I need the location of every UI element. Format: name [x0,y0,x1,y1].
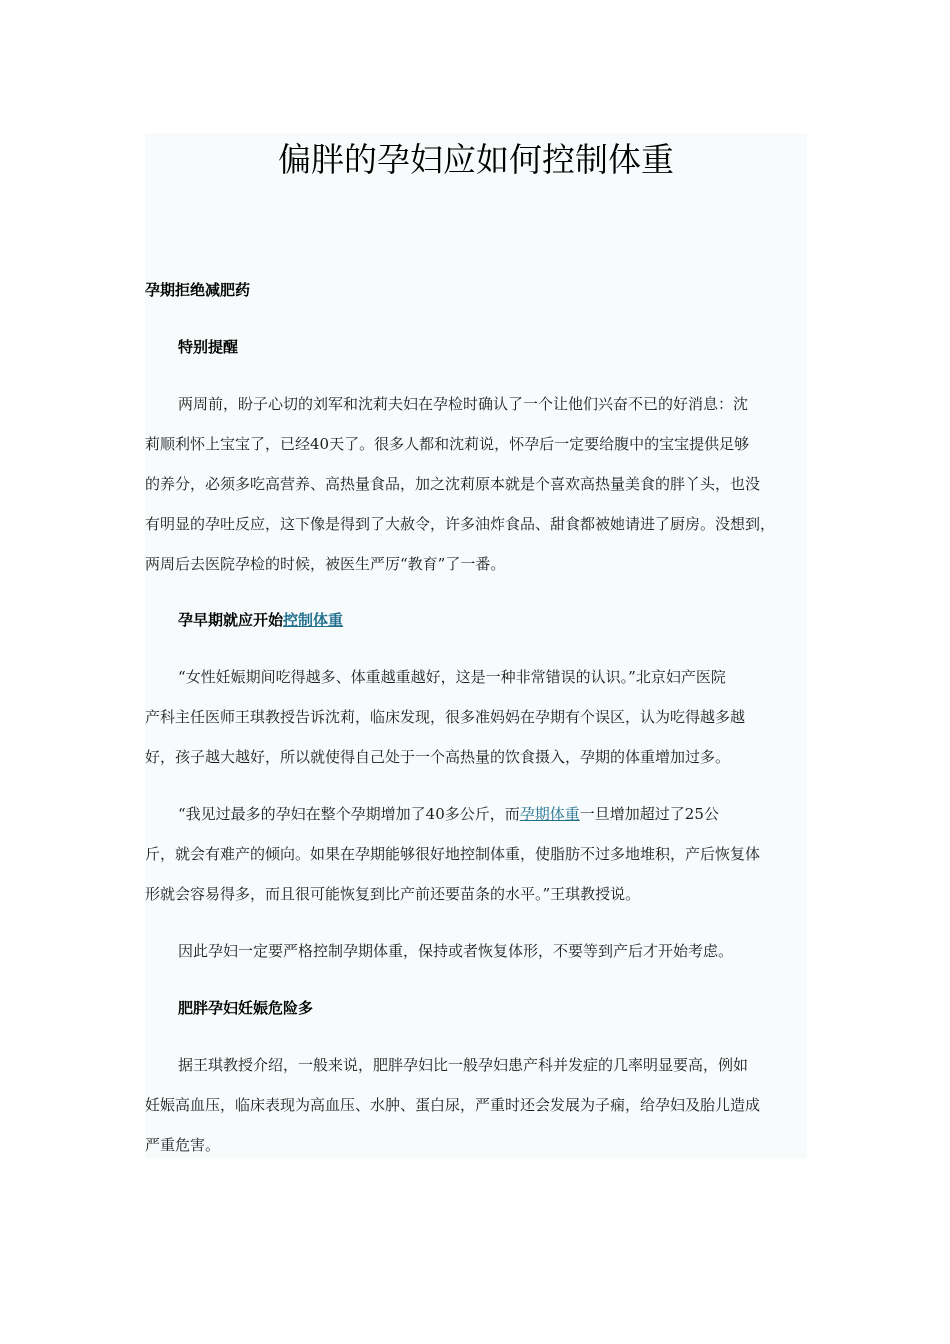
paragraph-line [145,794,820,834]
paragraph-line: 的养分，必须多吃高营养、高热量食品，加之沈莉原本就是个喜欢高热量美食的胖丫头，也没 [145,475,761,493]
section-heading-no-diet-pills: 孕期拒绝减肥药 [145,281,251,299]
weight-control-link[interactable]: 控制体重 [283,611,344,629]
section-heading-obesity-risk: 肥胖孕妇妊娠危险多 [178,999,314,1017]
paragraph-line: 莉顺利怀上宝宝了，已经40天了。很多人都和沈莉说，怀孕后一定要给腹中的宝宝提供足够 [145,435,750,453]
paragraph-line: 产科主任医师王琪教授告诉沈莉，临床发现，很多准妈妈在孕期有个误区，认为吃得越多越 [145,708,746,726]
paragraph-weight-gain [145,794,820,914]
paragraph-expert-quote [145,657,820,777]
paragraph-text: “我见过最多的孕妇在整个孕期增加了40多公斤，而 [178,805,520,823]
paragraph-line: 两周前，盼子心切的刘军和沈莉夫妇在孕检时确认了一个让他们兴奋不已的好消息：沈 [178,395,749,413]
paragraph-line: “女性妊娠期间吃得越多、体重越重越好，这是一种非常错误的认识。”北京妇产医院 [178,668,726,686]
page-title: 偏胖的孕妇应如何控制体重 [278,140,674,179]
paragraph-line: 形就会容易得多，而且很可能恢复到比产前还要苗条的水平。”王琪教授说。 [145,885,641,903]
heading-text: 孕早期就应开始 [178,611,284,629]
paragraph-line: 两周后去医院孕检的时候，被医生严厉“教育”了一番。 [145,555,506,573]
paragraph-line: 有明显的孕吐反应，这下像是得到了大赦令，许多油炸食品、甜食都被她请进了厨房。没想到， [145,515,776,533]
paragraph-line: 好，孩子越大越好，所以就使得自己处于一个高热量的饮食摄入，孕期的体重增加过多。 [145,748,731,766]
pregnancy-weight-link[interactable]: 孕期体重 [519,805,580,823]
paragraph-line: 妊娠高血压，临床表现为高血压、水肿、蛋白尿，严重时还会发展为子痫，给孕妇及胎儿造成 [145,1096,761,1114]
paragraph-story [145,384,820,584]
paragraph-line: 严重危害。 [145,1136,221,1154]
paragraph-line: 斤，就会有难产的倾向。如果在孕期能够很好地控制体重，使脂肪不过多地堆积，产后恢复体 [145,845,761,863]
paragraph-text: 一旦增加超过了25公 [579,805,719,823]
paragraph-complications [145,1045,820,1165]
section-heading-early-control [178,610,343,630]
paragraph-conclusion [145,931,820,971]
paragraph-line: 因此孕妇一定要严格控制孕期体重，保持或者恢复体形，不要等到产后才开始考虑。 [178,942,734,960]
section-heading-special-reminder: 特别提醒 [178,338,239,356]
paragraph-line: 据王琪教授介绍，一般来说，肥胖孕妇比一般孕妇患产科并发症的几率明显要高，例如 [178,1056,749,1074]
